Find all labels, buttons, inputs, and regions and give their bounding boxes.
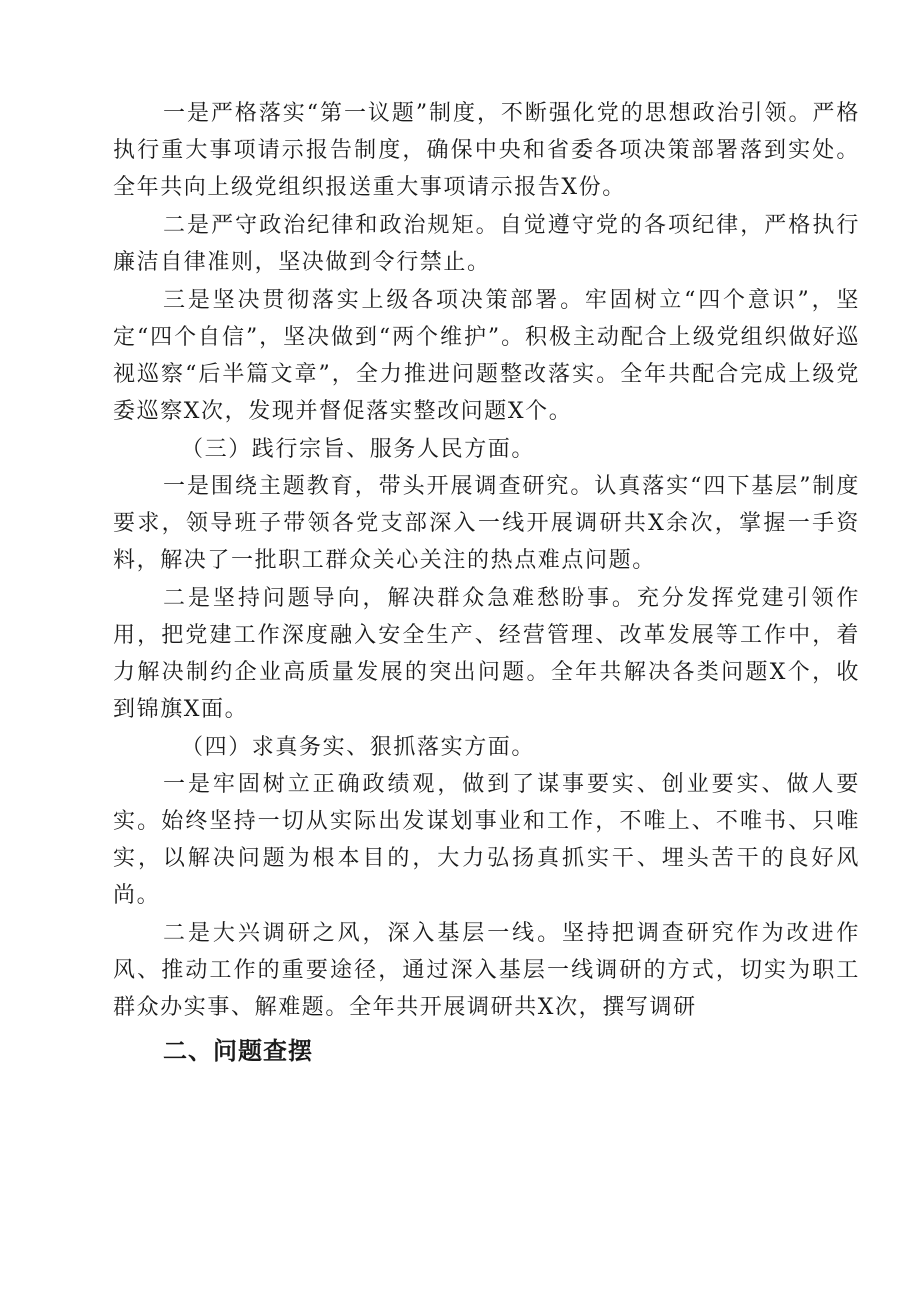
paragraph-2: 二是严守政治纪律和政治规矩。自觉遵守党的各项纪律，严格执行廉洁自律准则，坚决做到令行禁止。 — [113, 213, 860, 275]
paragraph-5: 二是坚持问题导向，解决群众急难愁盼事。充分发挥党建引领作用，把党建工作深度融入安全生产、经营管理、改革发展等工作中，着力解决制约企业高质量发展的突出问题。全年共解决各类问题X个，收到锦旗X面。 — [113, 586, 860, 722]
paragraph-3: 三是坚决贯彻落实上级各项决策部署。牢固树立“四个意识”，坚定“四个自信”，坚决做到“两个维护”。积极主动配合上级党组织做好巡视巡察“后半篇文章”，全力推进问题整改落实。全年共配合完成上级党委巡察X次，发现并督促落实整改问题X个。 — [113, 288, 860, 424]
paragraph-7: 二是大兴调研之风，深入基层一线。坚持把调查研究作为改进作风、推动工作的重要途径，通过深入基层一线调研的方式，切实为职工群众办实事、解难题。全年共开展调研共X次，撰写调研 — [113, 921, 860, 1020]
paragraph-4: 一是围绕主题教育，带头开展调查研究。认真落实“四下基层”制度要求，领导班子带领各党支部深入一线开展调研共X余次，掌握一手资料，解决了一批职工群众关心关注的热点难点问题。 — [113, 474, 860, 573]
subheading-4: （四）求真务实、狠抓落实方面。 — [181, 735, 536, 760]
subheading-3: （三）践行宗旨、服务人民方面。 — [181, 437, 536, 462]
paragraph-1: 一是严格落实“第一议题”制度，不断强化党的思想政治引领。严格执行重大事项请示报告制度，确保中央和省委各项决策部署落到实处。全年共向上级党组织报送重大事项请示报告X份。 — [113, 101, 860, 200]
section-heading: 二、问题查摆 — [163, 1037, 313, 1065]
paragraph-6: 一是牢固树立正确政绩观，做到了谋事要实、创业要实、做人要实。始终坚持一切从实际出发谋划事业和工作，不唯上、不唯书、只唯实，以解决问题为根本目的，大力弘扬真抓实干、埋头苦干的良好风尚。 — [113, 772, 860, 908]
